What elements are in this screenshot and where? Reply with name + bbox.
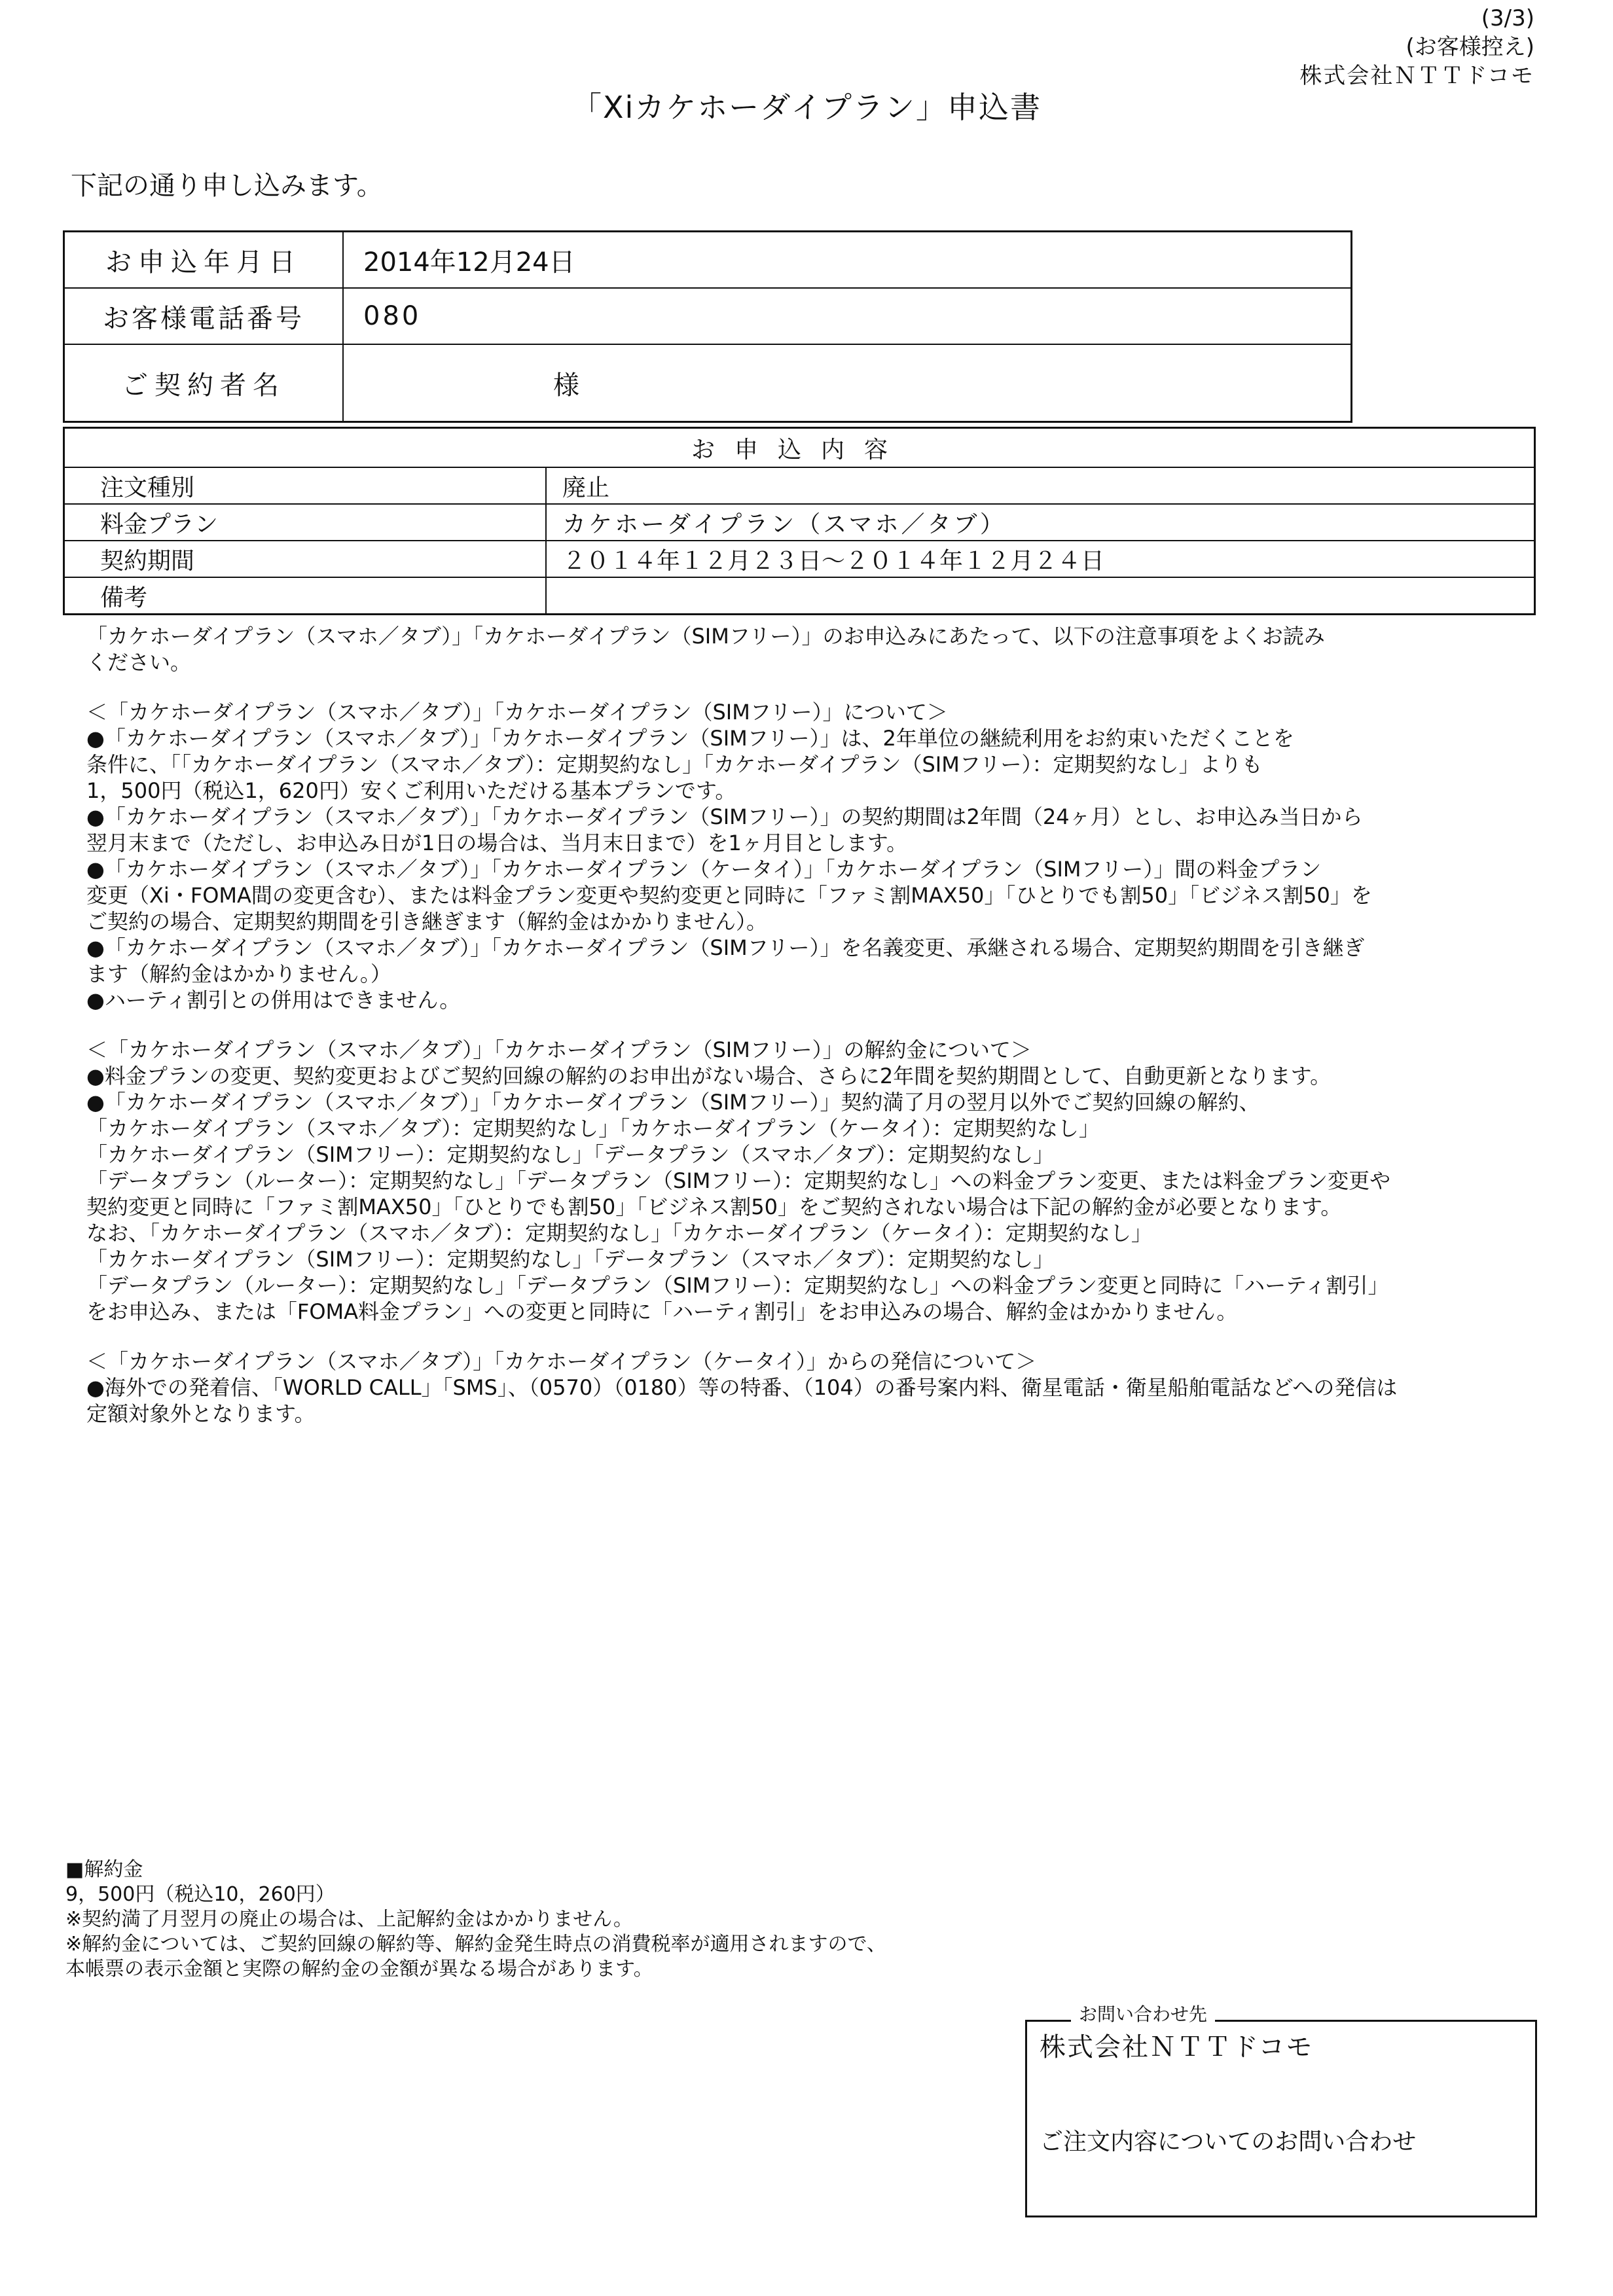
notes-line: ●料金プランの変更、契約変更およびご契約回線の解約のお申出がない場合、さらに2年間を契約期間として、自動更新となります。 bbox=[86, 1064, 1332, 1088]
notes-line: 契約変更と同時に「ファミ割MAX50」「ひとりでも割50」「ビジネス割50」をご契約されない場合は下記の解約金が必要となります。 bbox=[86, 1194, 1342, 1219]
notes-line: 定額対象外となります。 bbox=[86, 1401, 316, 1426]
order-row bbox=[64, 504, 1535, 541]
document-title: 「Xiカケホーダイプラン」申込書 bbox=[571, 90, 1042, 125]
order-table bbox=[63, 427, 1536, 615]
notes-line: ●海外での発着信、「WORLD CALL」「SMS」、（0570）（0180）等の特番、（104）の番号案内料、衛星電話・衛星船舶電話などへの発信は bbox=[86, 1375, 1398, 1400]
order-type-label: 注文種別 bbox=[64, 467, 547, 504]
fee-note: 本帳票の表示金額と実際の解約金の金額が異なる場合があります。 bbox=[65, 1958, 653, 1981]
contact-description: ご注文内容についてのお問い合わせ bbox=[1040, 2128, 1417, 2155]
order-row bbox=[64, 577, 1535, 615]
name-label: ご契約者名 bbox=[64, 344, 344, 422]
lead-text: 下記の通り申し込みます。 bbox=[71, 171, 383, 201]
notes-line: ご契約の場合、定期契約期間を引き継ぎます（解約金はかかりません）。 bbox=[86, 909, 768, 934]
notes-line: 「カケホーダイプラン（スマホ／タブ）」「カケホーダイプラン（SIMフリー）」のお申込みにあたって、以下の注意事項をよくお読み bbox=[86, 624, 1325, 649]
period-label: 契約期間 bbox=[64, 541, 547, 577]
phone-label: お客様電話番号 bbox=[64, 288, 344, 344]
order-row bbox=[64, 541, 1535, 577]
notes-line: ●「カケホーダイプラン（スマホ／タブ）」「カケホーダイプラン（SIMフリー）」契約満了月の翌月以外でご契約回線の解約、 bbox=[86, 1090, 1260, 1115]
notes-line: 「カケホーダイプラン（スマホ／タブ）：定期契約なし」「カケホーダイプラン（ケータイ）：定期契約なし」 bbox=[86, 1116, 1100, 1141]
date-row bbox=[64, 232, 1352, 289]
name-suffix: 様 bbox=[553, 370, 579, 401]
section3-heading: ＜「カケホーダイプラン（スマホ／タブ）」「カケホーダイプラン（ケータイ）」からの発信について＞ bbox=[86, 1349, 1037, 1374]
order-header-row bbox=[64, 428, 1535, 468]
cancellation-fee-section bbox=[65, 1857, 1506, 1982]
copy-label: (お客様控え) bbox=[1405, 34, 1534, 60]
name-cell bbox=[343, 344, 1352, 422]
notes-line: ●「カケホーダイプラン（スマホ／タブ）」「カケホーダイプラン（SIMフリー）」は、2年単位の継続利用をお約束いただくことを bbox=[86, 726, 1294, 751]
order-header: お申込内容 bbox=[64, 428, 1535, 468]
notes-line: ●「カケホーダイプラン（スマホ／タブ）」「カケホーダイプラン（SIMフリー）」を名義変更、承継される場合、定期契約期間を引き継ぎ bbox=[86, 935, 1365, 960]
period-value: ２０１４年１２月２３日～２０１４年１２月２４日 bbox=[546, 541, 1535, 577]
plan-label: 料金プラン bbox=[64, 504, 547, 541]
date-value: 2014年12月24日 bbox=[343, 232, 1352, 289]
plan-value: カケホーダイプラン（スマホ／タブ） bbox=[546, 504, 1535, 541]
phone-row bbox=[64, 288, 1352, 344]
notes-line: ます（解約金はかかりません。） bbox=[86, 961, 391, 986]
fee-note: ※契約満了月翌月の廃止の場合は、上記解約金はかかりません。 bbox=[65, 1908, 633, 1931]
notes-line: ●「カケホーダイプラン（スマホ／タブ）」「カケホーダイプラン（SIMフリー）」の契約期間は2年間（24ヶ月）とし、お申込み当日から bbox=[86, 804, 1363, 829]
header-company: 株式会社ＮＴＴドコモ bbox=[1299, 63, 1534, 89]
order-row bbox=[64, 467, 1535, 504]
section1-heading: ＜「カケホーダイプラン（スマホ／タブ）」「カケホーダイプラン（SIMフリー）」について＞ bbox=[86, 700, 948, 725]
notes-line: 「カケホーダイプラン（SIMフリー）：定期契約なし」「データプラン（スマホ／タブ）：定期契約なし」 bbox=[86, 1142, 1055, 1167]
phone-value: 080 bbox=[343, 288, 1352, 344]
name-row bbox=[64, 344, 1352, 422]
notes-line: をお申込み、または「FOMA料金プラン」への変更と同時に「ハーティ割引」をお申込みの場合、解約金はかかりません。 bbox=[86, 1299, 1238, 1324]
notes-line: ください。 bbox=[86, 650, 192, 675]
notes-line: ●ハーティ割引との併用はできません。 bbox=[86, 988, 461, 1013]
notes-line: 変更（Xi・FOMA間の変更含む）、または料金プラン変更や契約変更と同時に「ファミ割MAX50」「ひとりでも割50」「ビジネス割50」を bbox=[86, 883, 1372, 908]
contact-company: 株式会社ＮＴＴドコモ bbox=[1040, 2032, 1314, 2062]
applicant-info-table bbox=[63, 230, 1352, 423]
fee-note: ※解約金については、ご契約回線の解約等、解約金発生時点の消費税率が適用されますので、 bbox=[65, 1933, 886, 1956]
notes-line: 「カケホーダイプラン（SIMフリー）：定期契約なし」「データプラン（スマホ／タブ）：定期契約なし」 bbox=[86, 1247, 1055, 1272]
notes-line: 翌月末まで（ただし、お申込み日が1日の場合は、当月末日まで）を1ヶ月目とします。 bbox=[86, 831, 908, 855]
notes-line: 条件に、「「カケホーダイプラン（スマホ／タブ）：定期契約なし」「カケホーダイプラン（SIMフリー）：定期契約なし」よりも bbox=[86, 752, 1263, 777]
fee-amount: 9，500円（税込10，260円） bbox=[65, 1883, 335, 1906]
notes-line: 「データプラン（ルーター）：定期契約なし」「データプラン（SIMフリー）：定期契約なし」への料金プラン変更と同時に「ハーティ割引」 bbox=[86, 1273, 1389, 1298]
date-label: お申込年月日 bbox=[64, 232, 344, 289]
page-number: (3/3) bbox=[1481, 5, 1534, 31]
contact-title: お問い合わせ先 bbox=[1071, 2000, 1215, 2026]
notes-line: ●「カケホーダイプラン（スマホ／タブ）」「カケホーダイプラン（ケータイ）」「カケホーダイプラン（SIMフリー）」間の料金プラン bbox=[86, 857, 1322, 882]
remarks-value bbox=[546, 577, 1535, 615]
notes-line: なお、「カケホーダイプラン（スマホ／タブ）：定期契約なし」「カケホーダイプラン（ケータイ）：定期契約なし」 bbox=[86, 1221, 1152, 1246]
fee-heading: ■解約金 bbox=[65, 1858, 143, 1881]
remarks-label: 備考 bbox=[64, 577, 547, 615]
order-type-value: 廃止 bbox=[546, 467, 1535, 504]
notes-section bbox=[86, 623, 1553, 1427]
section2-heading: ＜「カケホーダイプラン（スマホ／タブ）」「カケホーダイプラン（SIMフリー）」の解約金について＞ bbox=[86, 1037, 1032, 1062]
notes-line: 1，500円（税込1，620円）安くご利用いただける基本プランです。 bbox=[86, 778, 736, 803]
notes-line: 「データプラン（ルーター）：定期契約なし」「データプラン（SIMフリー）：定期契約なし」への料金プラン変更、または料金プラン変更や bbox=[86, 1168, 1391, 1193]
